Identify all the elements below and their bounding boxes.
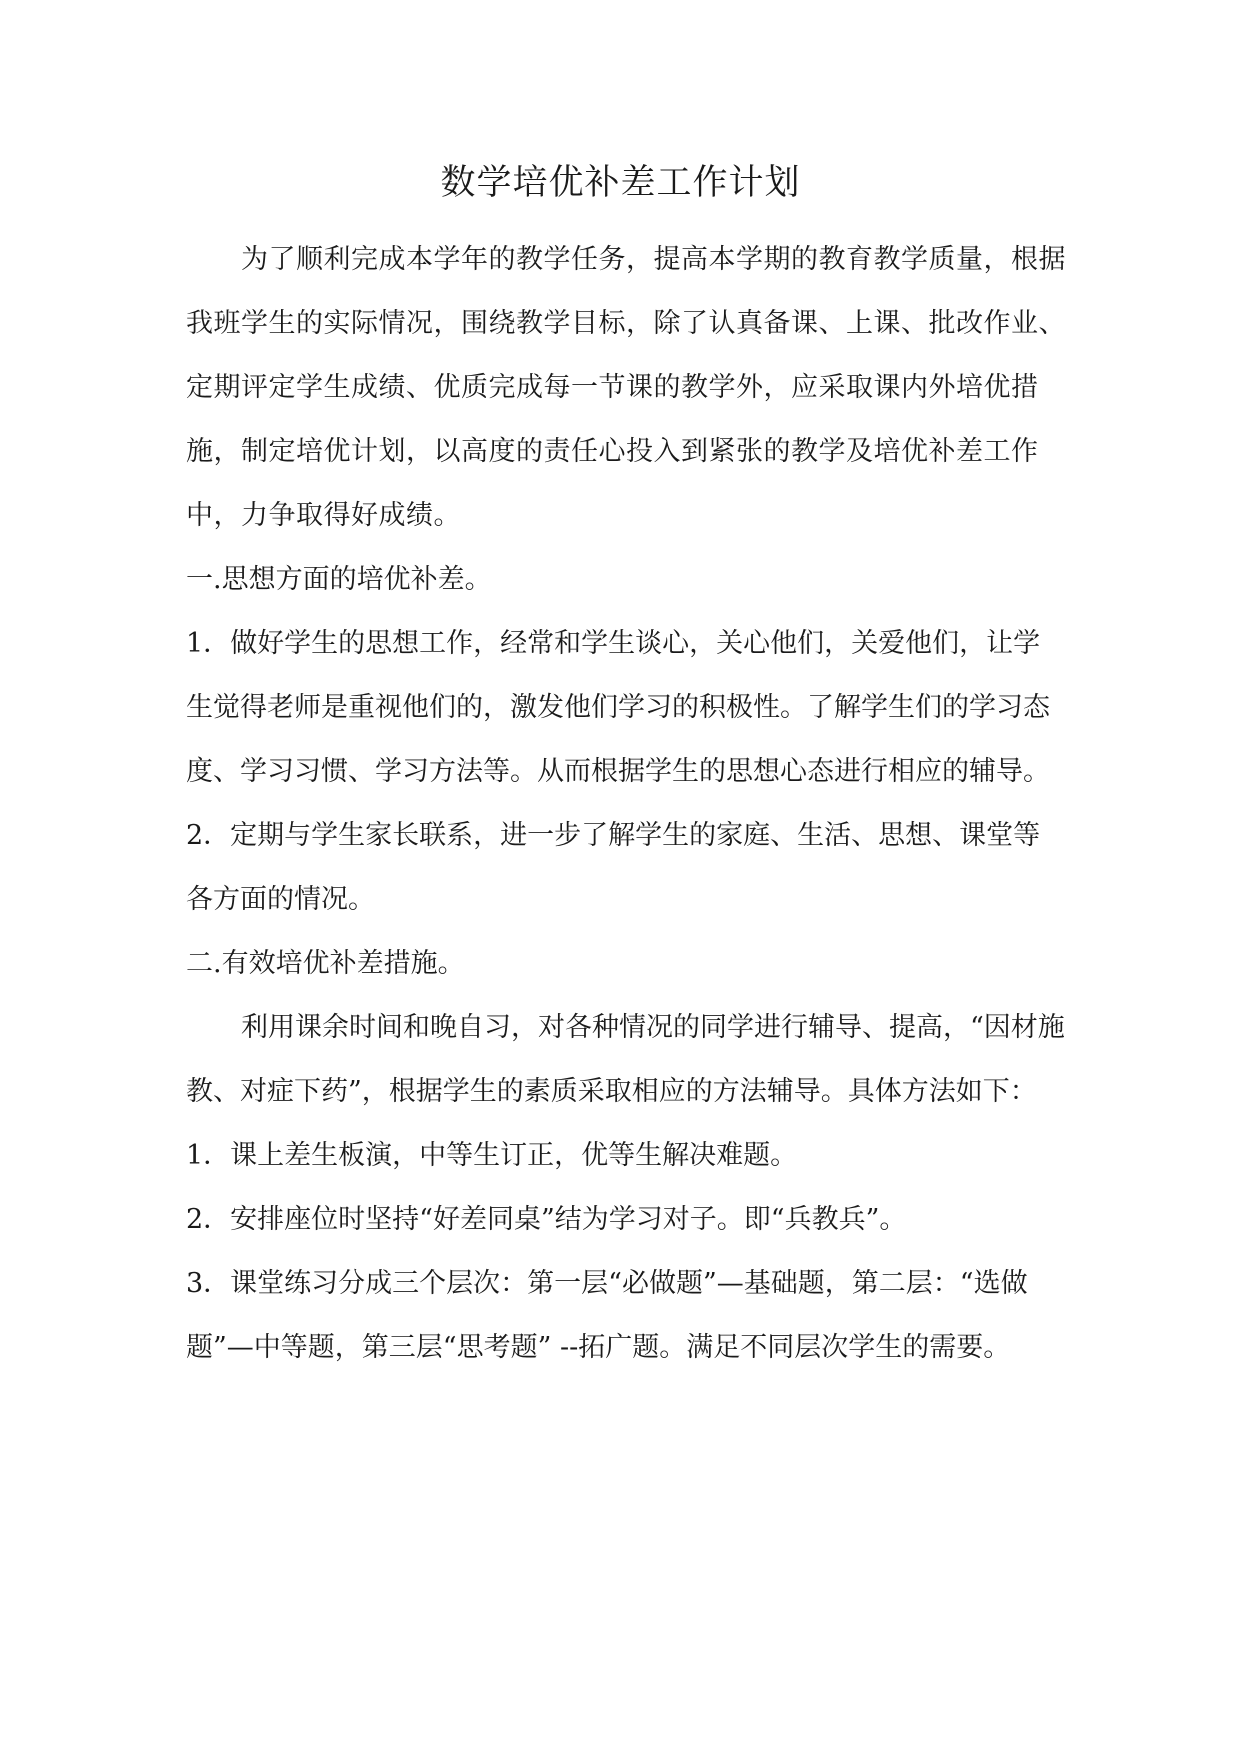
section2-item-2: 2．安排座位时坚持“好差同桌”结为学习对子。即“兵教兵”。 (186, 1204, 907, 1235)
intro-paragraph: 为了顺利完成本学年的教学任务，提高本学期的教育教学质量，根据我班学生的实际情况，围绕教学目标，除了认真备课、上课、批改作业、定期评定学生成绩、优质完成每一节课的教学外，应采取课内外培优措施，制定培优计划，以高度的责任心投入到紧张的教学及培优补差工作中，力争取得好成绩。 (186, 244, 1066, 531)
section1-item-1: 1．做好学生的思想工作，经常和学生谈心，关心他们，关爱他们，让学生觉得老师是重视他们的，激发他们学习的积极性。了解学生们的学习态度、学习习惯、学习方法等。从而根据学生的思想心态进行相应的辅导。 (186, 628, 1050, 787)
document-title: 数学培优补差工作计划 (440, 163, 801, 203)
section1-item-2: 2．定期与学生家长联系，进一步了解学生的家庭、生活、思想、课堂等各方面的情况。 (186, 820, 1041, 915)
section2-item-3: 3．课堂练习分成三个层次：第一层“必做题”—基础题，第二层：“选做题”—中等题，第三层“思考题” --拓广题。满足不同层次学生的需要。 (186, 1268, 1028, 1363)
section2-intro: 利用课余时间和晚自习，对各种情况的同学进行辅导、提高，“因材施教、对症下药”，根据学生的素质采取相应的方法辅导。具体方法如下： (186, 1012, 1065, 1107)
section-heading-1: 一.思想方面的培优补差。 (186, 564, 492, 595)
section2-item-1: 1．课上差生板演，中等生订正，优等生解决难题。 (186, 1140, 798, 1171)
document-body (186, 228, 1066, 1380)
section-heading-2: 二.有效培优补差措施。 (186, 948, 465, 979)
